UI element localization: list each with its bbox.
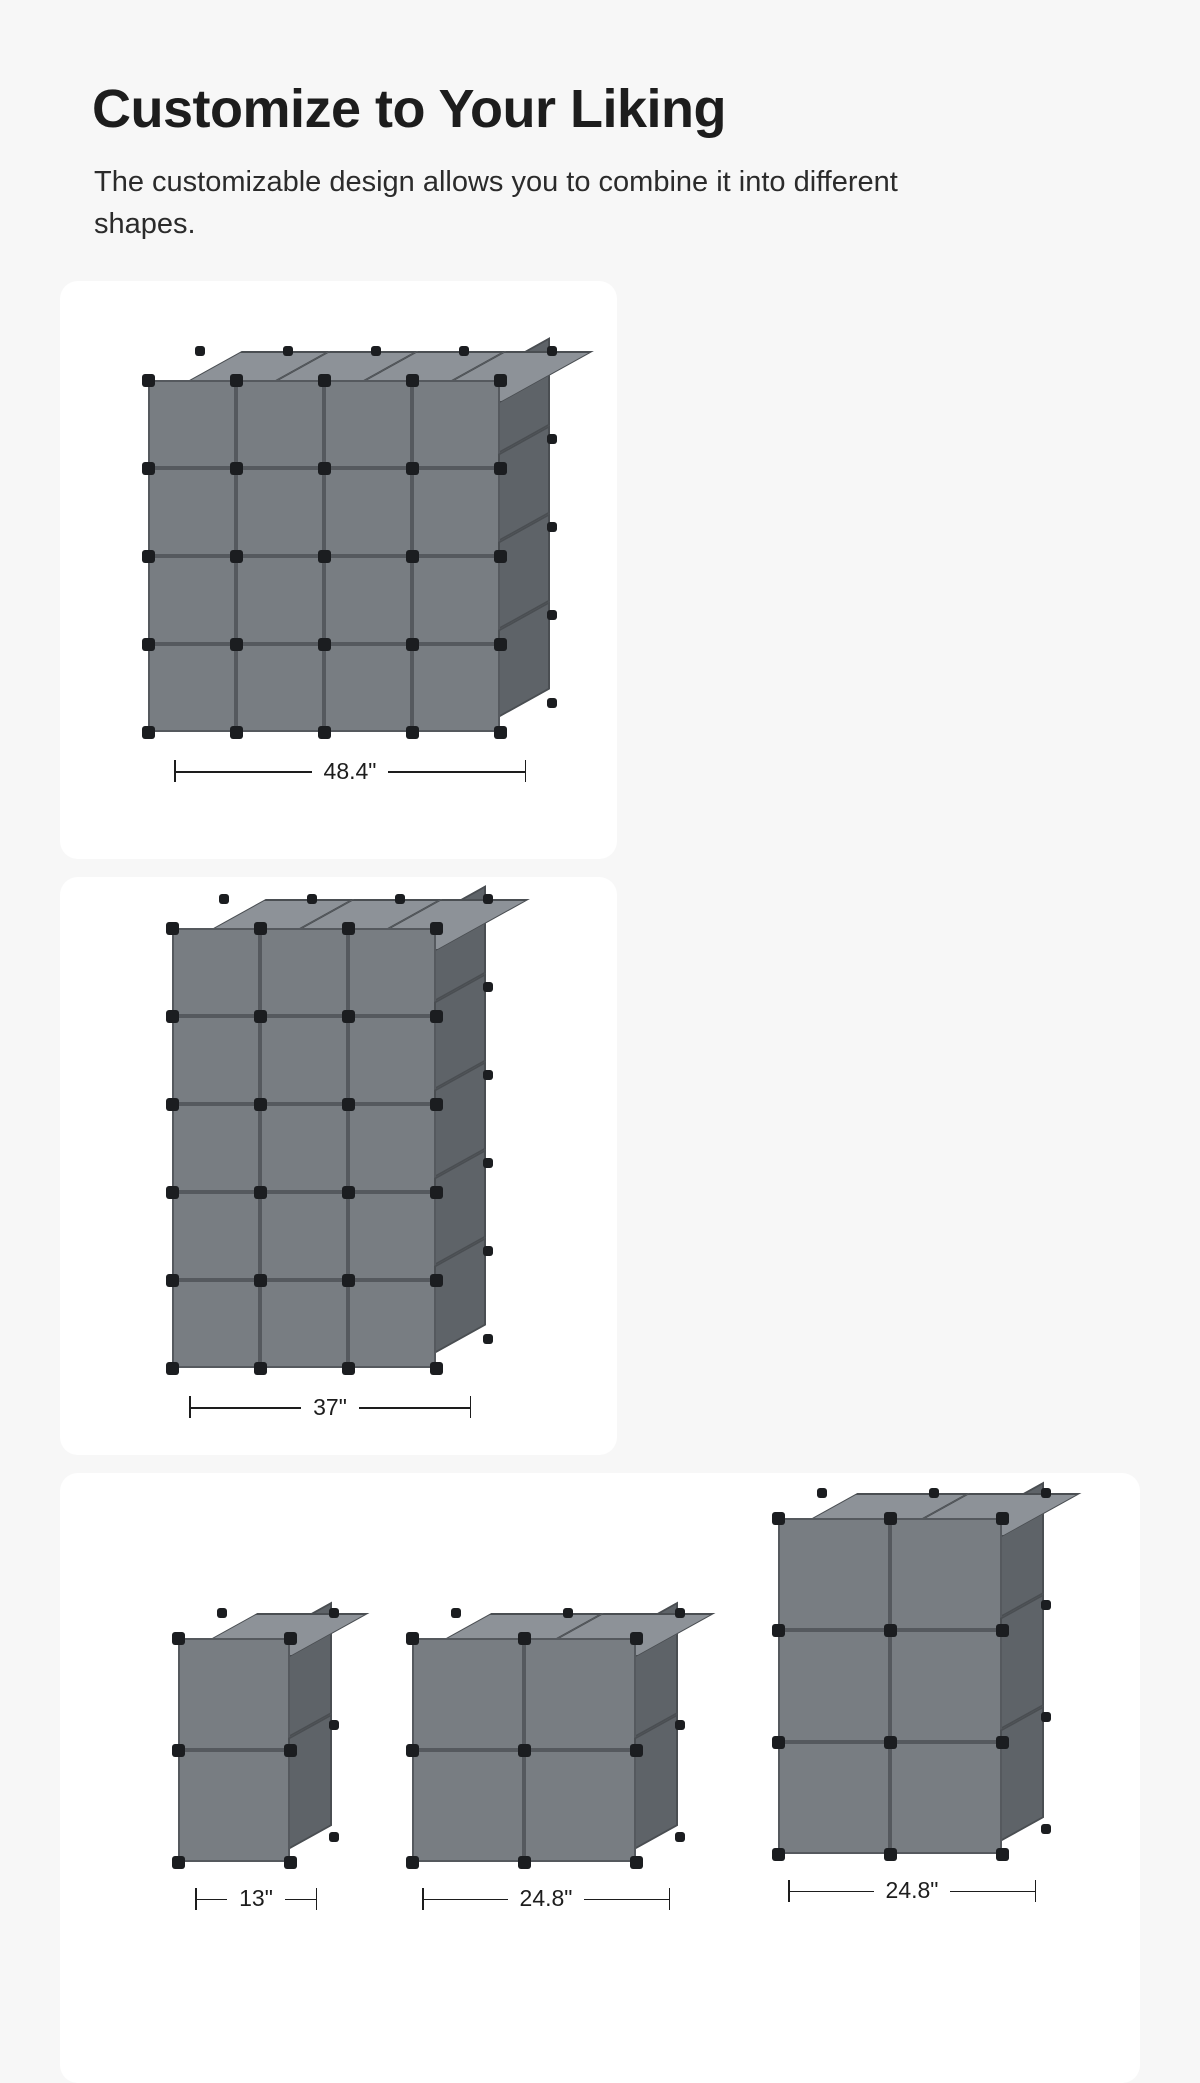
connector-node <box>494 550 507 563</box>
dimension-cap-left <box>189 1396 191 1418</box>
connector-node <box>142 638 155 651</box>
connector-node <box>406 550 419 563</box>
shelf-2-cube <box>178 1613 334 1915</box>
connector-node <box>230 374 243 387</box>
shelf-15-cube-tall <box>172 899 488 1424</box>
connector-node <box>318 462 331 475</box>
cube-panel <box>178 1750 290 1862</box>
shelf-16-cube <box>148 351 552 788</box>
cube-panel <box>148 380 236 468</box>
connector-node-back <box>675 1720 685 1730</box>
connector-node <box>430 1186 443 1199</box>
connector-node-back <box>395 894 405 904</box>
connector-node <box>166 1010 179 1023</box>
connector-node <box>406 638 419 651</box>
connector-node <box>772 1848 785 1861</box>
connector-node <box>430 1098 443 1111</box>
card-config-group-bottom <box>60 1473 1140 2083</box>
connector-node <box>166 1186 179 1199</box>
connector-node <box>518 1632 531 1645</box>
connector-node <box>406 1632 419 1645</box>
dimension-cap-right <box>470 1396 472 1418</box>
connector-node <box>142 726 155 739</box>
connector-node <box>406 462 419 475</box>
connector-node <box>172 1632 185 1645</box>
cube-panel <box>412 556 500 644</box>
connector-node <box>318 550 331 563</box>
shelf-illustration-6-cube <box>778 1493 1046 1853</box>
dimension-cap-left <box>788 1880 790 1902</box>
connector-node <box>996 1512 1009 1525</box>
dimension-2-cube <box>195 1882 317 1916</box>
dimension-label: 48.4" <box>312 760 389 783</box>
cube-panel <box>778 1742 890 1854</box>
connector-node <box>254 1098 267 1111</box>
connector-node <box>494 638 507 651</box>
connector-node-back <box>483 1158 493 1168</box>
connector-node-back <box>459 346 469 356</box>
cube-panel <box>778 1518 890 1630</box>
connector-node-back <box>329 1608 339 1618</box>
connector-node <box>254 1274 267 1287</box>
connector-node <box>884 1848 897 1861</box>
connector-node <box>254 922 267 935</box>
connector-node-back <box>451 1608 461 1618</box>
connector-node <box>996 1624 1009 1637</box>
connector-node <box>166 1362 179 1375</box>
connector-node-back <box>563 1608 573 1618</box>
dimension-label: 24.8" <box>508 1887 585 1910</box>
connector-node-back <box>283 346 293 356</box>
cube-panel <box>148 556 236 644</box>
connector-node-back <box>371 346 381 356</box>
connector-node <box>284 1632 297 1645</box>
connector-node-back <box>547 346 557 356</box>
connector-node <box>342 1010 355 1023</box>
connector-node-back <box>547 698 557 708</box>
connector-node <box>406 1856 419 1869</box>
connector-node <box>342 1186 355 1199</box>
connector-node-back <box>483 1334 493 1344</box>
shelf-illustration-15-cube-tall <box>172 899 488 1368</box>
cube-panel <box>236 556 324 644</box>
cube-side-panel <box>1000 1705 1044 1841</box>
connector-node <box>342 1098 355 1111</box>
cube-panel <box>412 1638 524 1750</box>
cube-panel <box>412 380 500 468</box>
cube-panel <box>778 1630 890 1742</box>
connector-node-back <box>675 1608 685 1618</box>
connector-node-back <box>675 1832 685 1842</box>
connector-node <box>772 1512 785 1525</box>
connector-node <box>630 1632 643 1645</box>
page-title: Customize to Your Liking <box>92 79 727 139</box>
cube-panel <box>236 380 324 468</box>
connector-node-back <box>1041 1488 1051 1498</box>
connector-node <box>284 1744 297 1757</box>
connector-node <box>430 1010 443 1023</box>
cube-panel <box>172 1280 260 1368</box>
connector-node <box>254 1362 267 1375</box>
connector-node-back <box>217 1608 227 1618</box>
connector-node <box>342 1274 355 1287</box>
shelf-6-cube <box>778 1493 1046 1907</box>
connector-node <box>318 638 331 651</box>
connector-node-back <box>483 1246 493 1256</box>
cube-panel <box>348 1192 436 1280</box>
connector-node <box>230 462 243 475</box>
connector-node <box>230 550 243 563</box>
connector-node <box>342 922 355 935</box>
connector-node-back <box>547 522 557 532</box>
cube-panel <box>260 1104 348 1192</box>
connector-node-back <box>1041 1712 1051 1722</box>
dimension-16-cube <box>174 754 526 788</box>
connector-node <box>406 1744 419 1757</box>
connector-node <box>518 1856 531 1869</box>
cube-panel <box>236 644 324 732</box>
card-config-15-cube-tall <box>60 877 617 1455</box>
cube-panel <box>348 928 436 1016</box>
cube-panel <box>260 1016 348 1104</box>
cube-side-panel <box>288 1713 332 1849</box>
cube-panel <box>524 1750 636 1862</box>
shelf-illustration-2-cube <box>178 1613 334 1861</box>
cube-panel <box>148 644 236 732</box>
dimension-4-cube <box>422 1882 670 1916</box>
connector-node-back <box>817 1488 827 1498</box>
cube-panel <box>260 1192 348 1280</box>
connector-node-back <box>483 1070 493 1080</box>
connector-node-back <box>329 1832 339 1842</box>
connector-node <box>406 374 419 387</box>
cube-panel <box>412 468 500 556</box>
connector-node-back <box>195 346 205 356</box>
cube-panel <box>324 644 412 732</box>
cube-panel <box>890 1630 1002 1742</box>
connector-node <box>230 638 243 651</box>
connector-node <box>630 1744 643 1757</box>
connector-node <box>996 1736 1009 1749</box>
connector-node <box>230 726 243 739</box>
connector-node-back <box>483 982 493 992</box>
connector-node <box>772 1624 785 1637</box>
card-config-16-cube <box>60 281 617 859</box>
connector-node <box>884 1736 897 1749</box>
cube-panel <box>412 1750 524 1862</box>
connector-node <box>494 462 507 475</box>
cube-panel <box>890 1518 1002 1630</box>
cube-panel <box>260 1280 348 1368</box>
connector-node <box>518 1744 531 1757</box>
connector-node <box>494 374 507 387</box>
connector-node-back <box>483 894 493 904</box>
connector-node <box>406 726 419 739</box>
connector-node <box>166 922 179 935</box>
connector-node-back <box>1041 1600 1051 1610</box>
connector-node <box>254 1186 267 1199</box>
connector-node <box>772 1736 785 1749</box>
connector-node-back <box>219 894 229 904</box>
dimension-cap-left <box>195 1888 197 1910</box>
cube-panel <box>172 1104 260 1192</box>
cube-panel <box>348 1104 436 1192</box>
cube-panel <box>324 380 412 468</box>
cube-panel <box>236 468 324 556</box>
shelf-illustration-4-cube <box>412 1613 680 1861</box>
cube-panel <box>324 556 412 644</box>
connector-node <box>172 1744 185 1757</box>
cube-panel <box>324 468 412 556</box>
connector-node-back <box>547 434 557 444</box>
connector-node-back <box>307 894 317 904</box>
connector-node <box>342 1362 355 1375</box>
cube-panel <box>412 644 500 732</box>
page-subtitle: The customizable design allows you to combine it into different shapes. <box>94 166 898 241</box>
connector-node <box>172 1856 185 1869</box>
connector-node <box>284 1856 297 1869</box>
connector-node <box>430 1362 443 1375</box>
dimension-cap-left <box>174 760 176 782</box>
shelf-illustration-16-cube <box>148 351 552 732</box>
cube-panel <box>172 1016 260 1104</box>
connector-node <box>142 550 155 563</box>
shelf-4-cube <box>412 1613 680 1915</box>
cube-side-panel <box>634 1713 678 1849</box>
cube-panel <box>172 1192 260 1280</box>
cube-panel <box>148 468 236 556</box>
dimension-15-cube-tall <box>189 1390 471 1424</box>
configuration-cards <box>30 281 1170 2083</box>
connector-node <box>254 1010 267 1023</box>
connector-node-back <box>547 610 557 620</box>
cube-panel <box>348 1016 436 1104</box>
connector-node <box>430 1274 443 1287</box>
connector-node <box>630 1856 643 1869</box>
connector-node-back <box>929 1488 939 1498</box>
connector-node <box>318 726 331 739</box>
connector-node-back <box>329 1720 339 1730</box>
dimension-cap-right <box>1035 1880 1037 1902</box>
dimension-cap-left <box>422 1888 424 1910</box>
connector-node <box>884 1512 897 1525</box>
connector-node <box>142 374 155 387</box>
connector-node <box>166 1274 179 1287</box>
dimension-label: 13" <box>227 1887 285 1910</box>
cube-panel <box>178 1638 290 1750</box>
connector-node <box>884 1624 897 1637</box>
dimension-label: 37" <box>301 1396 359 1419</box>
cube-panel <box>890 1742 1002 1854</box>
connector-node-back <box>1041 1824 1051 1834</box>
connector-node <box>318 374 331 387</box>
connector-node <box>494 726 507 739</box>
cube-panel <box>348 1280 436 1368</box>
cube-panel <box>172 928 260 1016</box>
dimension-6-cube <box>788 1874 1036 1908</box>
connector-node <box>142 462 155 475</box>
dimension-label: 24.8" <box>874 1879 951 1902</box>
cube-panel <box>260 928 348 1016</box>
connector-node <box>430 922 443 935</box>
cube-panel <box>524 1638 636 1750</box>
connector-node <box>996 1848 1009 1861</box>
dimension-cap-right <box>669 1888 671 1910</box>
dimension-cap-right <box>316 1888 318 1910</box>
dimension-cap-right <box>525 760 527 782</box>
connector-node <box>166 1098 179 1111</box>
